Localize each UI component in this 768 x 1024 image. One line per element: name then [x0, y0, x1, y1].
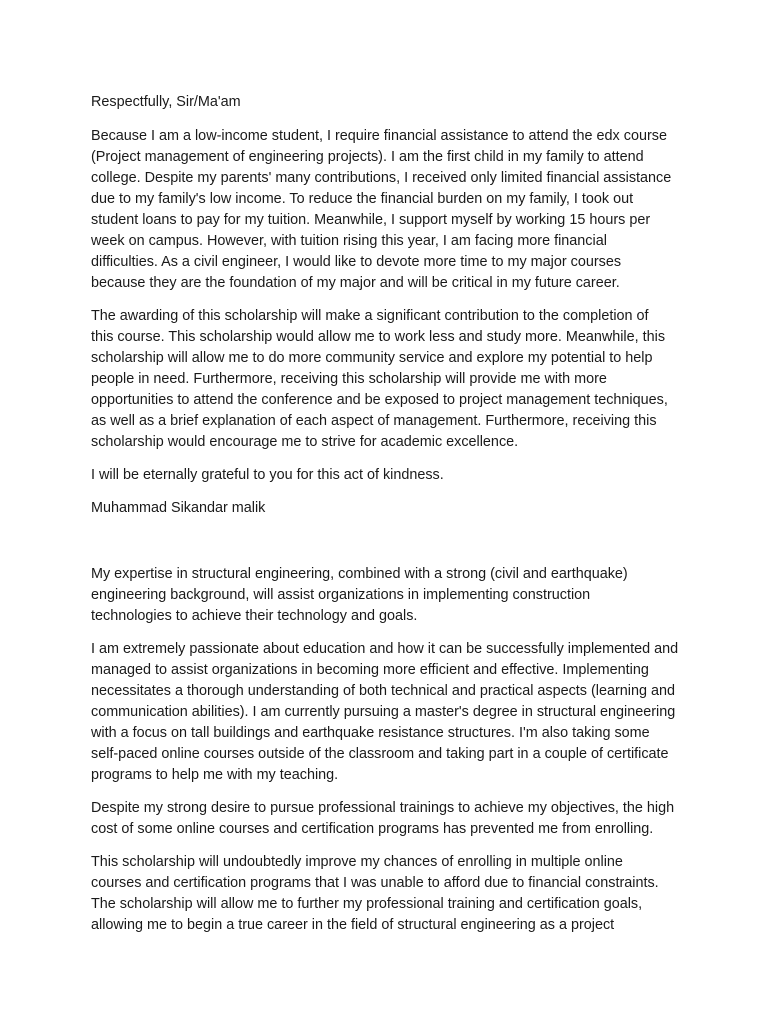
paragraph-expertise [91, 564, 708, 627]
text-line: technologies to achieve their technology and goals. [91, 608, 418, 624]
text-line: opportunities to attend the conference and be exposed to project management techniques, [91, 392, 668, 408]
text-line: student loans to pay for my tuition. Meanwhile, I support myself by working 15 hours per [91, 212, 651, 228]
text-line: My expertise in structural engineering, combined with a strong (civil and earthquake) [91, 566, 628, 582]
text-line: Respectfully, Sir/Ma'am [91, 94, 241, 110]
text-line: programs to help me with my teaching. [91, 767, 339, 783]
text-line: cost of some online courses and certification programs has prevented me from enrolling. [91, 821, 654, 837]
signature [91, 498, 708, 519]
paragraph-financial-need [91, 126, 708, 294]
text-line: I am extremely passionate about education and how it can be successfully implemented and [91, 641, 679, 657]
text-line: engineering background, will assist organizations in implementing construction [91, 587, 591, 603]
text-line: managed to assist organizations in becoming more efficient and effective. Implementing [91, 662, 649, 678]
text-line: necessitates a thorough understanding of both technical and practical aspects (learning and [91, 683, 676, 699]
text-line: The awarding of this scholarship will make a significant contribution to the completion of [91, 308, 649, 324]
text-line: due to my family's low income. To reduce the financial burden on my family, I took out [91, 191, 634, 207]
text-line: this course. This scholarship would allow me to work less and study more. Meanwhile, this [91, 329, 666, 345]
text-line: Muhammad Sikandar malik [91, 500, 266, 516]
text-line: communication abilities). I am currently pursuing a master's degree in structural engineering [91, 704, 676, 720]
paragraph-scholarship-impact [91, 306, 708, 453]
text-line: people in need. Furthermore, receiving this scholarship will provide me with more [91, 371, 607, 387]
text-line: college. Despite my parents' many contributions, I received only limited financial assistance [91, 170, 672, 186]
text-line: week on campus. However, with tuition rising this year, I am facing more financial [91, 233, 607, 249]
text-line: because they are the foundation of my major and will be critical in my future career. [91, 275, 620, 291]
paragraph-education-passion [91, 639, 708, 786]
text-line: Despite my strong desire to pursue professional trainings to achieve my objectives, the high [91, 800, 675, 816]
text-line: as well as a brief explanation of each aspect of management. Furthermore, receiving this [91, 413, 657, 429]
text-line: self-paced online courses outside of the classroom and taking part in a couple of certificate [91, 746, 669, 762]
text-line: allowing me to begin a true career in the field of structural engineering as a project [91, 917, 615, 933]
text-line: (Project management of engineering projects). I am the first child in my family to attend [91, 149, 644, 165]
text-line: Because I am a low-income student, I require financial assistance to attend the edx course [91, 128, 667, 144]
text-line: This scholarship will undoubtedly improve my chances of enrolling in multiple online [91, 854, 623, 870]
text-line: The scholarship will allow me to further my professional training and certification goals, [91, 896, 643, 912]
salutation [91, 92, 708, 113]
text-line: I will be eternally grateful to you for this act of kindness. [91, 467, 444, 483]
text-line: with a focus on tall buildings and earthquake resistance structures. I'm also taking some [91, 725, 650, 741]
closing-line [91, 465, 708, 486]
paragraph-scholarship-benefit [91, 852, 708, 936]
text-line: courses and certification programs that I was unable to afford due to financial constraints. [91, 875, 659, 891]
text-line: difficulties. As a civil engineer, I would like to devote more time to my major courses [91, 254, 622, 270]
paragraph-cost-barrier [91, 798, 708, 840]
text-line: scholarship will allow me to do more community service and explore my potential to help [91, 350, 653, 366]
text-line: scholarship would encourage me to strive for academic excellence. [91, 434, 519, 450]
